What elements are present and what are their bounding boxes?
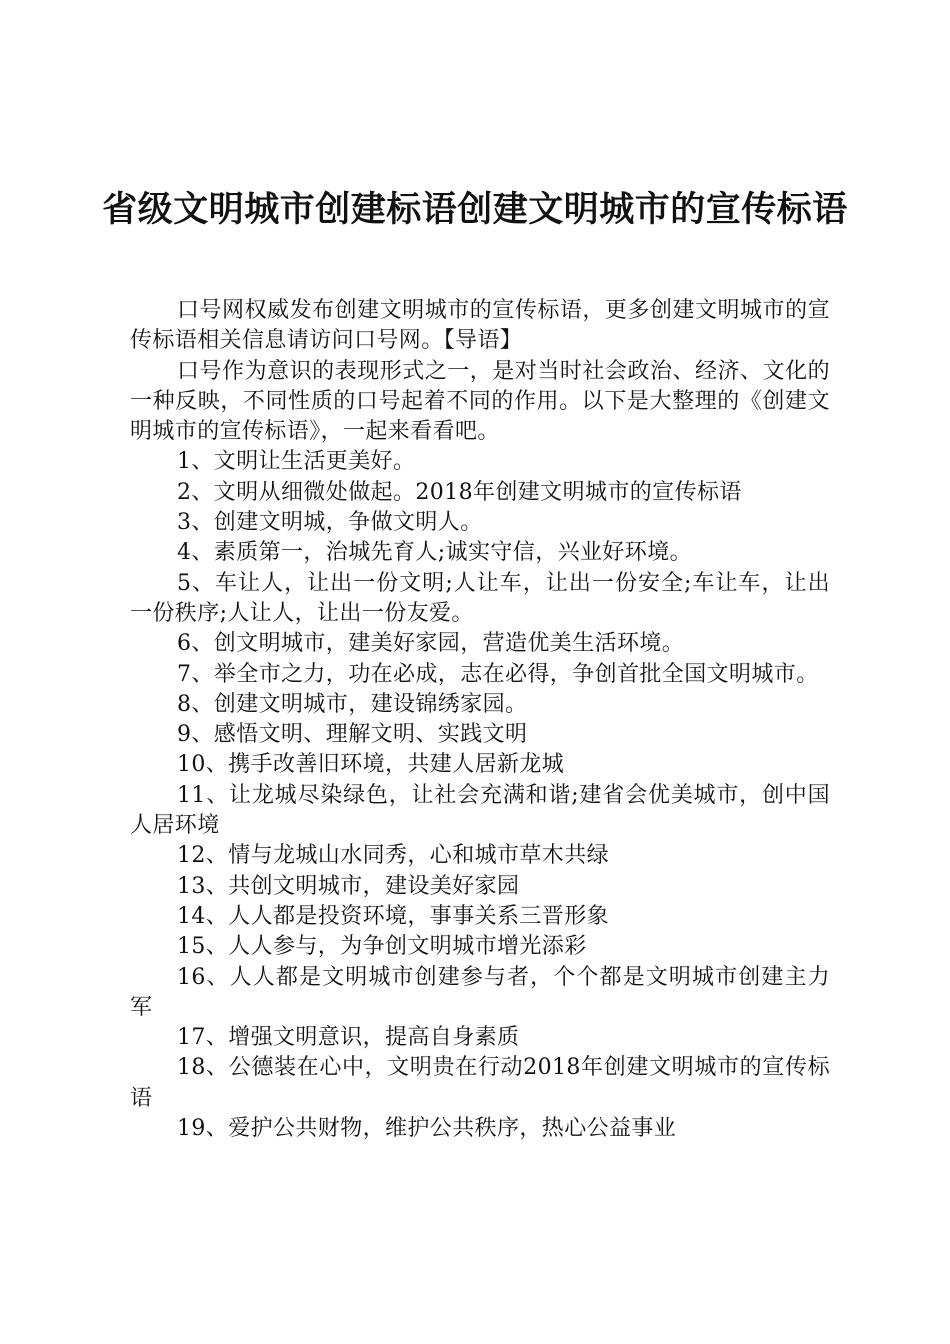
- intro-paragraph: 口号网权威发布创建文明城市的宣传标语，更多创建文明城市的宣传标语相关信息请访问口号网。【导语】: [130, 298, 830, 354]
- slogan-item: 4、素质第一，治城先育人;诚实守信，兴业好环境。: [177, 540, 693, 566]
- slogan-item: 13、共创文明城市，建设美好家园: [177, 873, 520, 899]
- slogan-item: 2、文明从细微处做起。2018年创建文明城市的宣传标语: [177, 479, 742, 505]
- document-body: [130, 296, 830, 1144]
- document-title: 省级文明城市创建标语创建文明城市的宣传标语: [102, 190, 848, 230]
- slogan-item: 11、让龙城尽染绿色，让社会充满和谐;建省会优美城市，创中国人居环境: [130, 782, 830, 839]
- slogan-item: 18、公德装在心中，文明贵在行动2018年创建文明城市的宣传标语: [130, 1055, 830, 1111]
- slogan-item: 10、携手改善旧环境，共建人居新龙城: [177, 752, 565, 778]
- slogan-item: 16、人人都是文明城市创建参与者，个个都是文明城市创建主力军: [130, 964, 830, 1020]
- slogan-item: 5、车让人，让出一份文明;人让车，让出一份安全;车让车，让出一份秩序;人让人，让出一份友爱。: [130, 570, 830, 626]
- slogan-item: 14、人人都是投资环境，事事关系三晋形象: [177, 903, 609, 929]
- slogan-item: 3、创建文明城，争做文明人。: [177, 510, 483, 536]
- slogan-item: 12、情与龙城山水同秀，心和城市草木共绿: [177, 843, 609, 869]
- slogan-item: 19、爱护公共财物，维护公共秩序，热心公益事业: [177, 1116, 677, 1142]
- slogan-item: 17、增强文明意识，提高自身素质: [177, 1025, 520, 1051]
- slogan-item: 7、举全市之力，功在必成，志在必得，争创首批全国文明城市。: [177, 661, 819, 687]
- slogan-item: 6、创文明城市，建美好家园，营造优美生活环境。: [177, 631, 685, 657]
- slogan-item: 8、创建文明城市，建设锦绣家园。: [177, 691, 528, 717]
- slogan-item: 15、人人参与，为争创文明城市增光添彩: [177, 934, 587, 960]
- slogan-item: 9、感悟文明、理解文明、实践文明: [177, 722, 528, 748]
- intro-paragraph: 口号作为意识的表现形式之一，是对当时社会政治、经济、文化的一种反映，不同性质的口号起着不同的作用。以下是大整理的《创建文明城市的宣传标语》，一起来看看吧。: [130, 358, 830, 445]
- slogan-item: 1、文明让生活更美好。: [177, 449, 416, 475]
